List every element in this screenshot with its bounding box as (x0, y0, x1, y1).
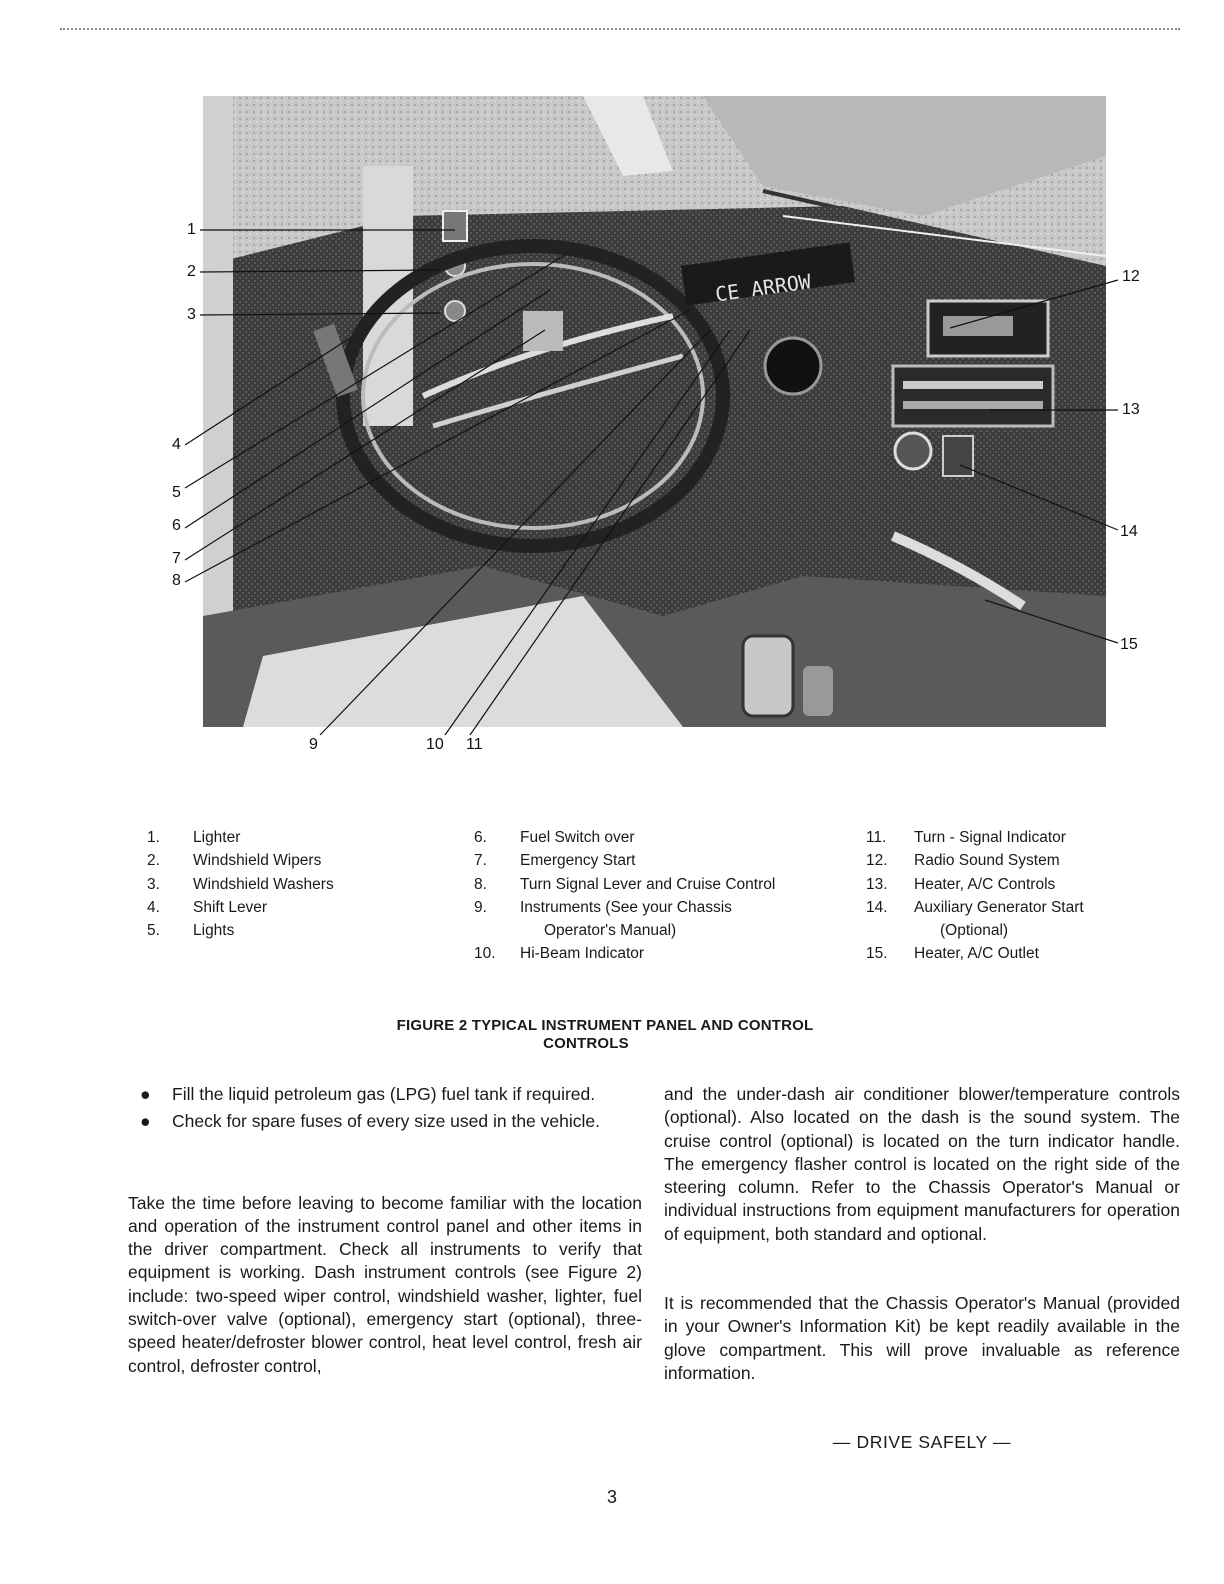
legend-text: Shift Lever (193, 898, 268, 916)
legend-number: 3. (147, 875, 160, 893)
dashboard-photo (203, 96, 1106, 727)
legend-item (866, 873, 1166, 896)
callout-10: 10 (426, 736, 444, 753)
legend-text: Heater, A/C Controls (914, 875, 1056, 893)
callout-1: 1 (187, 221, 196, 238)
page-number: 3 (606, 1487, 617, 1507)
legend-text: Turn Signal Lever and Cruise Control (520, 875, 776, 893)
legend-item (147, 896, 447, 919)
callout-2: 2 (187, 263, 196, 280)
callout-7: 7 (172, 550, 181, 567)
legend-number: 10. (474, 945, 496, 963)
legend-text-continued: (Optional) (940, 922, 1009, 940)
callout-15: 15 (1120, 636, 1138, 653)
controls-paragraph: and the under-dash air conditioner blower/temperature controls (optional). Also located on the dash is the sound system. The cruise control (optional) is located on the turn indicator handle. The emergency flasher control is located on the right side of the steering column. Refer to the Chassis Operator's Manual or individual instructions from equipment manufacturers for operation of equipment, both standard and optional. (664, 1084, 1180, 1244)
legend-item-continuation (866, 919, 1166, 942)
legend-item (147, 873, 447, 896)
legend-number: 8. (474, 875, 487, 893)
dash-logo: CE ARROW (713, 269, 813, 307)
callout-9: 9 (309, 736, 318, 753)
callout-5: 5 (172, 484, 181, 501)
callout-14: 14 (1120, 523, 1138, 540)
legend-number: 14. (866, 898, 888, 916)
legend-text: Instruments (See your Chassis (520, 898, 732, 916)
legend-number: 9. (474, 898, 487, 916)
legend-item (474, 942, 844, 965)
legend-column-2 (474, 826, 844, 966)
legend-item (147, 849, 447, 872)
bullet-text: Check for spare fuses of every size used in the vehicle. (172, 1111, 600, 1132)
intro-paragraph: Take the time before leaving to become familiar with the location and operation of the instrument control panel and other items in the driver compartment. Check all instruments to verify that equipment is working. Dash instrument controls (see Figure 2) include: two-speed wiper control, windshield washer, lighter, fuel switch-over valve (optional), emergency start (optional), three-speed heater/defroster blower control, heat level control, fresh air control, defroster control, (128, 1192, 642, 1376)
bullet-text: Fill the liquid petroleum gas (LPG) fuel tank if required. (172, 1084, 596, 1104)
legend-number: 7. (474, 852, 487, 870)
callout-4: 4 (172, 436, 181, 453)
legend-number: 6. (474, 829, 487, 846)
legend-number: 2. (147, 852, 160, 870)
bullet-dot-icon: ● (140, 1111, 151, 1132)
legend-item (866, 942, 1166, 965)
legend-number: 12. (866, 852, 888, 870)
legend-number: 13. (866, 875, 888, 893)
callout-11: 11 (466, 736, 483, 753)
legend-item (147, 826, 447, 849)
legend-item (866, 826, 1166, 849)
callout-12: 12 (1122, 268, 1140, 285)
legend-text: Fuel Switch over (520, 829, 635, 846)
legend-number: 4. (147, 898, 160, 916)
bullet-dot-icon: ● (140, 1084, 151, 1104)
legend-item (474, 826, 844, 849)
callout-6: 6 (172, 517, 181, 534)
bullet-item (128, 1083, 642, 1106)
dashboard-illustration (203, 96, 1106, 727)
caption-line-2: CONTROLS (543, 1035, 629, 1052)
figure-caption (360, 1017, 920, 1053)
callout-13: 13 (1122, 401, 1140, 418)
callout-8: 8 (172, 572, 181, 589)
legend-text: Windshield Washers (193, 875, 334, 893)
legend-column-1 (147, 826, 447, 942)
legend-text: Lighter (193, 829, 241, 846)
legend-text: Radio Sound System (914, 852, 1060, 870)
legend-number: 15. (866, 945, 888, 963)
legend-item-continuation (474, 919, 844, 942)
scan-artifact-line (60, 28, 1180, 30)
legend-number: 1. (147, 829, 160, 846)
legend-item (474, 849, 844, 872)
legend-text: Heater, A/C Outlet (914, 945, 1039, 963)
legend-text: Lights (193, 922, 235, 940)
legend-text: Auxiliary Generator Start (914, 898, 1084, 916)
left-column (128, 1083, 642, 1378)
legend-item (474, 896, 844, 919)
legend-item (866, 896, 1166, 919)
caption-line-1: FIGURE 2 TYPICAL INSTRUMENT PANEL AND CONTROL (396, 1017, 814, 1034)
legend-item (147, 919, 447, 942)
legend-item (866, 849, 1166, 872)
drive-safely-closing: — DRIVE SAFELY — (832, 1432, 1012, 1452)
bullet-item (128, 1110, 642, 1133)
legend-number: 11. (866, 829, 887, 846)
legend-column-3 (866, 826, 1166, 966)
legend-text: Turn - Signal Indicator (914, 829, 1066, 846)
right-column (664, 1083, 1180, 1385)
legend-number: 5. (147, 922, 160, 940)
legend-text: Hi-Beam Indicator (520, 945, 645, 963)
legend-item (474, 873, 844, 896)
callout-3: 3 (187, 306, 196, 323)
legend-text: Emergency Start (520, 852, 636, 870)
manual-paragraph: It is recommended that the Chassis Operator's Manual (provided in your Owner's Information Kit) be kept readily available in the glove compartment. This will prove invaluable as reference information. (664, 1293, 1180, 1383)
legend-text-continued: Operator's Manual) (544, 922, 677, 940)
legend-text: Windshield Wipers (193, 852, 322, 870)
